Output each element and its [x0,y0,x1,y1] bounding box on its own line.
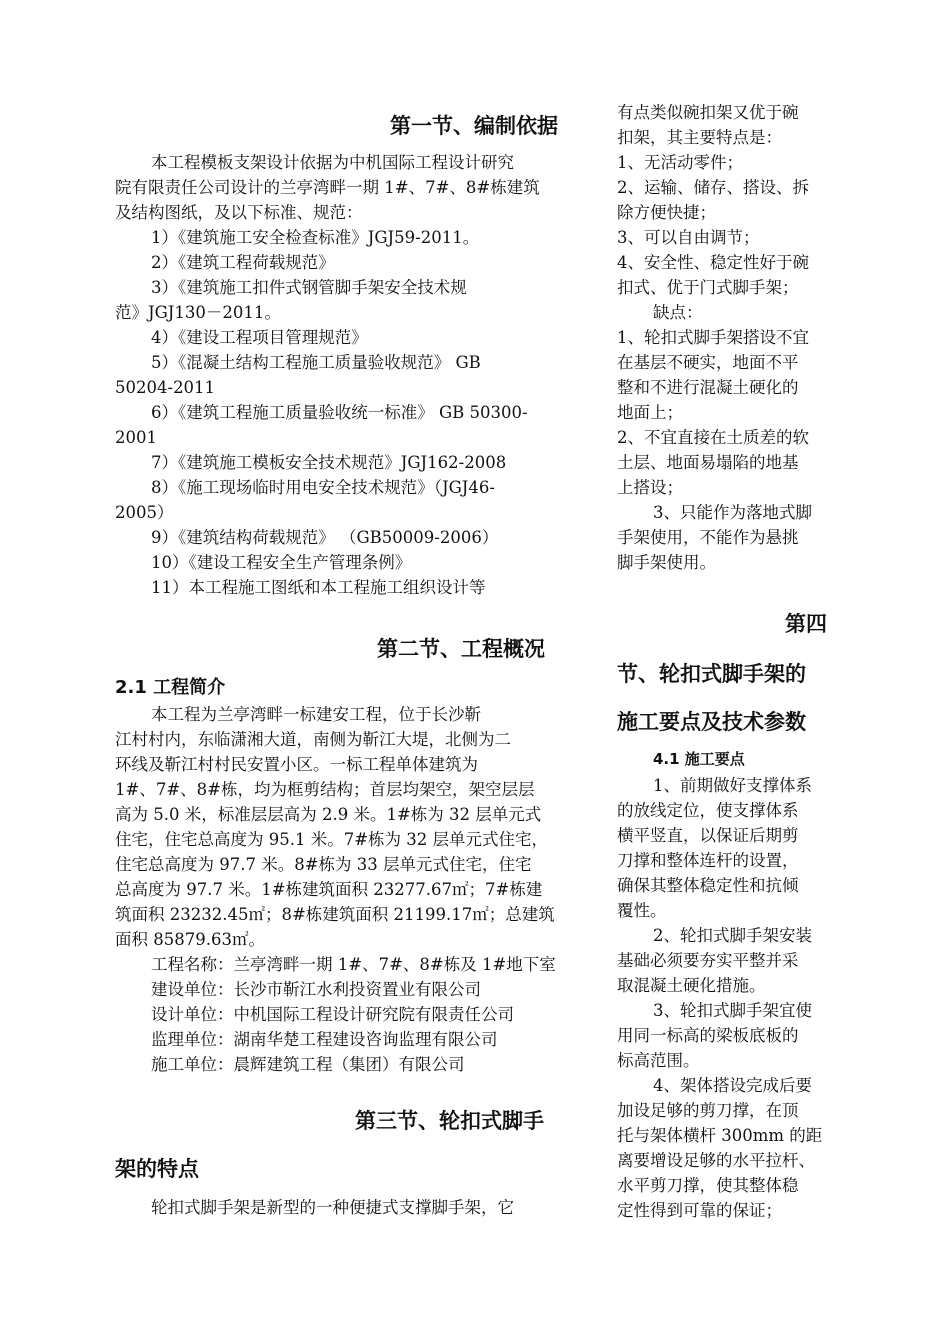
paragraph-line: 刀撑和整体连杆的设置， [617,851,799,870]
paragraph-line: 在基层不硬实，地面不平 [617,353,799,372]
paragraph-line: 1、轮扣式脚手架搭设不宜 [617,328,809,347]
paragraph-line: 覆性。 [617,901,667,920]
paragraph-line: 整和不进行混凝土硬化的 [617,378,799,397]
paragraph-line: 加设足够的剪刀撑，在顶 [617,1101,799,1120]
paragraph-line: 用同一标高的梁板底板的 [617,1026,799,1045]
subsection-4-1-title: 4.1 施工要点 [653,750,745,768]
paragraph-line: 定性得到可靠的保证； [617,1201,782,1220]
paragraph-line: 横平竖直，以保证后期剪 [617,826,799,845]
paragraph-line: 标高范围。 [617,1051,700,1070]
reference-item: 50204-2011 [115,378,216,397]
reference-item: 6）《建筑工程施工质量验收统一标准》 GB 50300- [151,403,528,422]
paragraph-line: 地面上； [617,403,683,422]
paragraph-line: 面积 85879.63㎡。 [115,930,265,949]
reference-item: 3）《建筑施工扣件式钢管脚手架安全技术规 [151,278,467,297]
project-info-line: 工程名称：兰亭湾畔一期 1#、7#、8#栋及 1#地下室 [151,955,556,974]
paragraph-line: 2、轮扣式脚手架安装 [653,926,812,945]
paragraph-line: 扣架，其主要特点是： [617,128,782,147]
paragraph-line: 1、前期做好支撑体系 [653,776,812,795]
reference-item: 8）《施工现场临时用电安全技术规范》（JGJ46- [151,478,495,497]
paragraph-line: 1、无活动零件； [617,153,743,172]
reference-item: 10）《建设工程安全生产管理条例》 [151,553,412,572]
project-info-line: 设计单位：中机国际工程设计研究院有限责任公司 [151,1005,514,1024]
section-3-title-cont: 架的特点 [115,1157,199,1181]
paragraph-line: 本工程模板支架设计依据为中机国际工程设计研究 [151,153,514,172]
paragraph-line: 院有限责任公司设计的兰亭湾畔一期 1#、7#、8#栋建筑 [115,178,540,197]
section-4-title-cont: 节、轮扣式脚手架的 [617,662,806,686]
paragraph-line: 高为 5.0 米，标准层层高为 2.9 米。1#栋为 32 层单元式 [115,805,542,824]
project-info-line: 施工单位：晨辉建筑工程（集团）有限公司 [151,1055,465,1074]
paragraph-line: 手架使用，不能作为悬挑 [617,528,799,547]
paragraph-line: 4、架体搭设完成后要 [653,1076,812,1095]
paragraph-line: 总高度为 97.7 米。1#栋建筑面积 23277.67㎡；7#栋建 [115,880,543,899]
paragraph-line: 水平剪刀撑，使其整体稳 [617,1176,799,1195]
paragraph-line: 2、不宜直接在土质差的软 [617,428,809,447]
paragraph-line: 2、运输、储存、搭设、拆 [617,178,809,197]
paragraph-line: 有点类似碗扣架又优于碗 [617,103,799,122]
reference-item: 2001 [115,428,157,447]
reference-item: 4）《建设工程项目管理规范》 [151,328,368,347]
paragraph-line: 基础必须要夯实平整并采 [617,951,799,970]
paragraph-line: 环线及靳江村村民安置小区。一标工程单体建筑为 [115,755,478,774]
paragraph-line: 离要增设足够的水平拉杆、 [617,1151,815,1170]
paragraph-line: 缺点： [653,303,703,322]
section-1-title: 第一节、编制依据 [390,114,558,138]
reference-item: 9）《建筑结构荷载规范》 （GB50009-2006） [151,528,499,547]
paragraph-line: 托与架体横杆 300mm 的距 [617,1126,823,1145]
paragraph-line: 及结构图纸，及以下标准、规范： [115,203,363,222]
paragraph-line: 3、可以自由调节； [617,228,760,247]
reference-item: 2）《建筑工程荷载规范》 [151,253,335,272]
paragraph-line: 的放线定位，使支撑体系 [617,801,799,820]
paragraph-line: 脚手架使用。 [617,553,716,572]
paragraph-line: 确保其整体稳定性和抗倾 [617,876,799,895]
reference-item: 1）《建筑施工安全检查标准》JGJ59-2011。 [151,228,480,247]
reference-item: 11）本工程施工图纸和本工程施工组织设计等 [151,578,486,597]
project-info-line: 建设单位：长沙市靳江水利投资置业有限公司 [151,980,481,999]
reference-item: 7）《建筑施工模板安全技术规范》JGJ162-2008 [151,453,507,472]
section-4-title: 第四 [785,612,827,636]
paragraph-line: 上搭设； [617,478,683,497]
paragraph-line: 3、轮扣式脚手架宜使 [653,1001,812,1020]
paragraph-line: 土层、地面易塌陷的地基 [617,453,799,472]
subsection-2-1-title: 2.1 工程简介 [115,677,226,698]
paragraph-line: 1#、7#、8#栋，均为框剪结构；首层均架空，架空层层 [115,780,535,799]
paragraph-line: 4、安全性、稳定性好于碗 [617,253,809,272]
paragraph-line: 除方便快捷； [617,203,716,222]
reference-item: 范》JGJ130－2011。 [115,303,281,322]
project-info-line: 监理单位：湖南华楚工程建设咨询监理有限公司 [151,1030,498,1049]
paragraph-line: 轮扣式脚手架是新型的一种便捷式支撑脚手架，它 [151,1198,514,1217]
paragraph-line: 江村村内，东临潇湘大道，南侧为靳江大堤，北侧为二 [115,730,511,749]
reference-item: 2005） [115,503,174,522]
section-3-title: 第三节、轮扣式脚手 [355,1109,544,1133]
paragraph-line: 3、只能作为落地式脚 [653,503,812,522]
paragraph-line: 筑面积 23232.45㎡；8#栋建筑面积 21199.17㎡；总建筑 [115,905,555,924]
section-4-title-cont: 施工要点及技术参数 [617,710,806,734]
section-2-title: 第二节、工程概况 [377,637,545,661]
reference-item: 5）《混凝土结构工程施工质量验收规范》 GB [151,353,481,372]
paragraph-line: 扣式、优于门式脚手架； [617,278,799,297]
paragraph-line: 住宅，住宅总高度为 95.1 米。7#栋为 32 层单元式住宅， [115,830,549,849]
paragraph-line: 本工程为兰亭湾畔一标建安工程，位于长沙靳 [151,705,481,724]
paragraph-line: 取混凝土硬化措施。 [617,976,766,995]
paragraph-line: 住宅总高度为 97.7 米。8#栋为 33 层单元式住宅，住宅 [115,855,532,874]
